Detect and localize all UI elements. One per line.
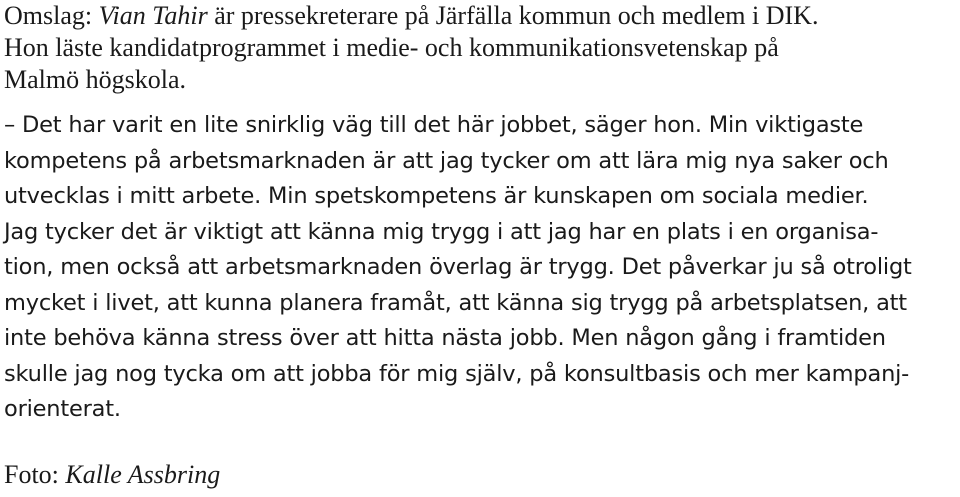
cover-caption bbox=[4, 0, 960, 96]
body-line: mycket i livet, att kunna planera framåt, att känna sig trygg på arbetsplatsen, att bbox=[4, 289, 907, 316]
credit-prefix: Foto: bbox=[4, 460, 66, 489]
caption-prefix: Omslag: bbox=[4, 1, 99, 30]
body-line: kompetens på arbetsmarknaden är att jag tycker om att lära mig nya saker och bbox=[4, 147, 889, 174]
article-body bbox=[4, 108, 960, 428]
photographer-name: Kalle Assbring bbox=[65, 460, 221, 489]
body-line: Jag tycker det är viktigt att känna mig trygg i att jag har en plats i en organisa- bbox=[4, 218, 879, 245]
body-line: utvecklas i mitt arbete. Min spetskompetens är kunskapen om sociala medier. bbox=[4, 183, 869, 209]
caption-line-1 bbox=[4, 0, 960, 32]
caption-line-2: Hon läste kandidatprogrammet i medie- och kommunikationsvetenskap på bbox=[4, 33, 779, 62]
caption-description: är pressekreterare på Järfälla kommun och medlem i DIK. bbox=[207, 1, 819, 30]
caption-person-name: Vian Tahir bbox=[98, 1, 208, 30]
body-line: – Det har varit en lite snirklig väg till det här jobbet, säger hon. Min viktigaste bbox=[4, 112, 864, 138]
body-line: inte behöva känna stress över att hitta nästa jobb. Men någon gång i framtiden bbox=[4, 325, 886, 351]
body-line: skulle jag nog tycka om att jobba för mig själv, på konsultbasis och mer kampanj- bbox=[4, 360, 910, 387]
photo-credit bbox=[4, 459, 220, 491]
body-line: orienterat. bbox=[4, 396, 121, 422]
body-line: tion, men också att arbetsmarknaden överlag är trygg. Det påverkar ju så otroligt bbox=[4, 254, 912, 280]
caption-line-3: Malmö högskola. bbox=[4, 65, 186, 94]
